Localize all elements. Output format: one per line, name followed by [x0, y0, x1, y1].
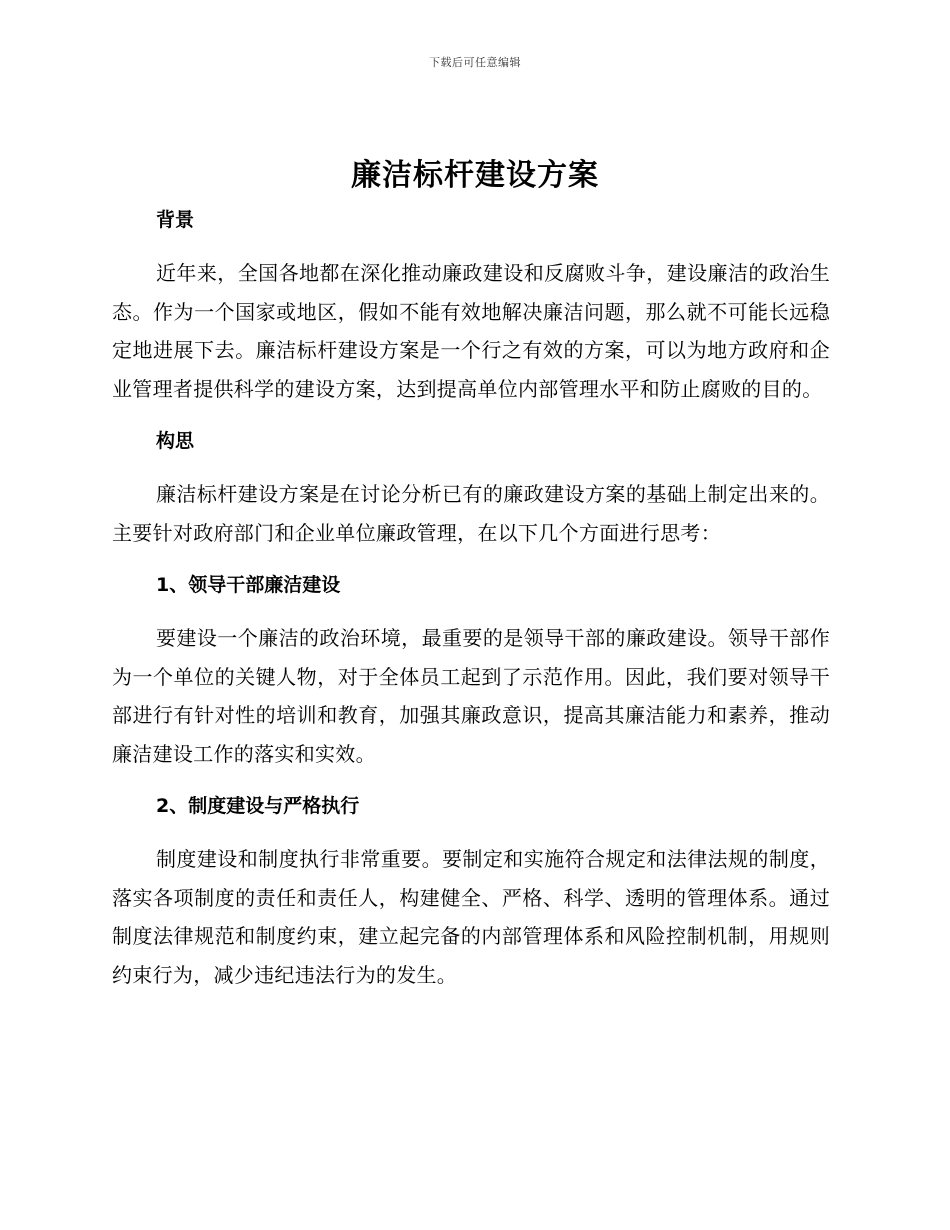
section-heading-system: 2、制度建设与严格执行: [156, 795, 360, 817]
document-title: 廉洁标杆建设方案: [351, 158, 599, 193]
header-note: 下载后可任意编辑: [429, 56, 521, 69]
section-paragraph-system: 制度建设和制度执行非常重要。要制定和实施符合规定和法律法规的制度，落实各项制度的责任和责任人，构建健全、严格、科学、透明的管理体系。通过制度法律规范和制度约束，建立起完备的内部管理体系和风险控制机制，用规则约束行为，减少违纪违法行为的发生。: [112, 847, 830, 987]
section-paragraph-leadership: 要建设一个廉洁的政治环境，最重要的是领导干部的廉政建设。领导干部作为一个单位的关键人物，对于全体员工起到了示范作用。因此，我们要对领导干部进行有针对性的培训和教育，加强其廉政意识，提高其廉洁能力和素养，推动廉洁建设工作的落实和实效。: [112, 626, 830, 766]
section-paragraph-background: 近年来，全国各地都在深化推动廉政建设和反腐败斗争，建设廉洁的政治生态。作为一个国家或地区，假如不能有效地解决廉洁问题，那么就不可能长远稳定地进展下去。廉洁标杆建设方案是一个行之有效的方案，可以为地方政府和企业管理者提供科学的建设方案，达到提高单位内部管理水平和防止腐败的目的。: [112, 261, 830, 401]
section-heading-background: 背景: [156, 209, 195, 231]
section-paragraph-concept: 廉洁标杆建设方案是在讨论分析已有的廉政建设方案的基础上制定出来的。主要针对政府部门和企业单位廉政管理，在以下几个方面进行思考：: [112, 482, 830, 545]
document-body: [112, 202, 830, 994]
section-heading-leadership: 1、领导干部廉洁建设: [156, 574, 341, 596]
section-heading-concept: 构思: [156, 430, 195, 452]
